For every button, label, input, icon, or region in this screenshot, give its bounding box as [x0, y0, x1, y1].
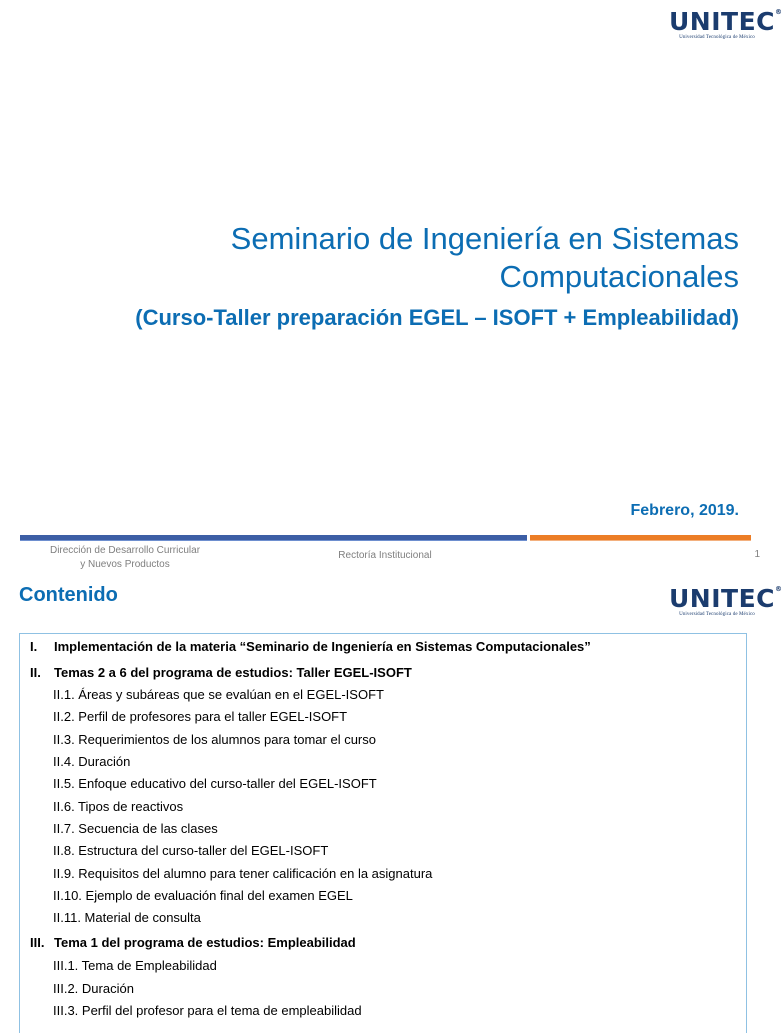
footer-department-line1: Dirección de Desarrollo Curricular — [49, 545, 201, 556]
toc-item — [30, 665, 412, 680]
toc-subitem: II.7. Secuencia de las clases — [53, 821, 218, 836]
contents-heading: Contenido — [19, 584, 118, 606]
toc-item-number: I. — [30, 639, 38, 654]
toc-item — [30, 935, 356, 950]
unitec-logo — [669, 584, 783, 617]
footer-department-line2: y Nuevos Productos — [80, 559, 170, 570]
slide-title: Seminario de Ingeniería en Sistemas Computacionales — [230, 221, 739, 294]
toc-subitem: II.10. Ejemplo de evaluación final del examen EGEL — [53, 888, 353, 903]
unitec-logo — [669, 7, 783, 40]
table-of-contents — [19, 633, 747, 1033]
page-number: 1 — [754, 549, 760, 560]
logo-name: UNITEC — [669, 584, 776, 613]
logo-subtitle: Universidad Tecnológica de México — [679, 612, 755, 617]
toc-subitem: II.11. Material de consulta — [53, 910, 201, 925]
toc-subitem: II.3. Requerimientos de los alumnos para tomar el curso — [53, 732, 376, 747]
logo-registered-mark: ® — [775, 8, 783, 16]
toc-item-text: Implementación de la materia “Seminario de Ingeniería en Sistemas Computacionales” — [54, 639, 591, 654]
toc-item — [30, 639, 591, 654]
toc-item-number: III. — [30, 935, 45, 950]
toc-item-text: Tema 1 del programa de estudios: Empleabilidad — [54, 935, 356, 950]
toc-subitem: III.2. Duración — [53, 981, 134, 996]
toc-item-number: II. — [30, 665, 41, 680]
toc-subitem: II.4. Duración — [53, 754, 131, 769]
toc-subitem: III.1. Tema de Empleabilidad — [53, 958, 217, 973]
toc-subitem: II.9. Requisitos del alumno para tener calificación en la asignatura — [53, 866, 433, 881]
toc-subitem: II.1. Áreas y subáreas que se evalúan en el EGEL-ISOFT — [53, 687, 384, 702]
footer-bar-blue — [20, 535, 527, 541]
toc-subitem: II.8. Estructura del curso-taller del EGEL-ISOFT — [53, 843, 329, 858]
logo-registered-mark: ® — [775, 585, 783, 593]
footer-rectoria: Rectoría Institucional — [338, 550, 432, 561]
toc-subitem: II.2. Perfil de profesores para el taller EGEL-ISOFT — [53, 709, 348, 724]
slide-subtitle: (Curso-Taller preparación EGEL – ISOFT + Empleabilidad) — [135, 305, 739, 330]
toc-subitem: III.3. Perfil del profesor para el tema de empleabilidad — [53, 1003, 362, 1018]
toc-item-text: Temas 2 a 6 del programa de estudios: Taller EGEL-ISOFT — [54, 665, 412, 680]
toc-subitem: II.6. Tipos de reactivos — [53, 799, 184, 814]
toc-subitem: II.5. Enfoque educativo del curso-taller del EGEL-ISOFT — [53, 776, 377, 791]
logo-subtitle: Universidad Tecnológica de México — [679, 35, 755, 40]
slide-date: Febrero, 2019. — [630, 502, 739, 519]
footer-bar-orange — [530, 535, 751, 541]
footer-department — [20, 544, 230, 572]
contents-slide — [0, 578, 783, 1024]
logo-name: UNITEC — [669, 7, 776, 36]
